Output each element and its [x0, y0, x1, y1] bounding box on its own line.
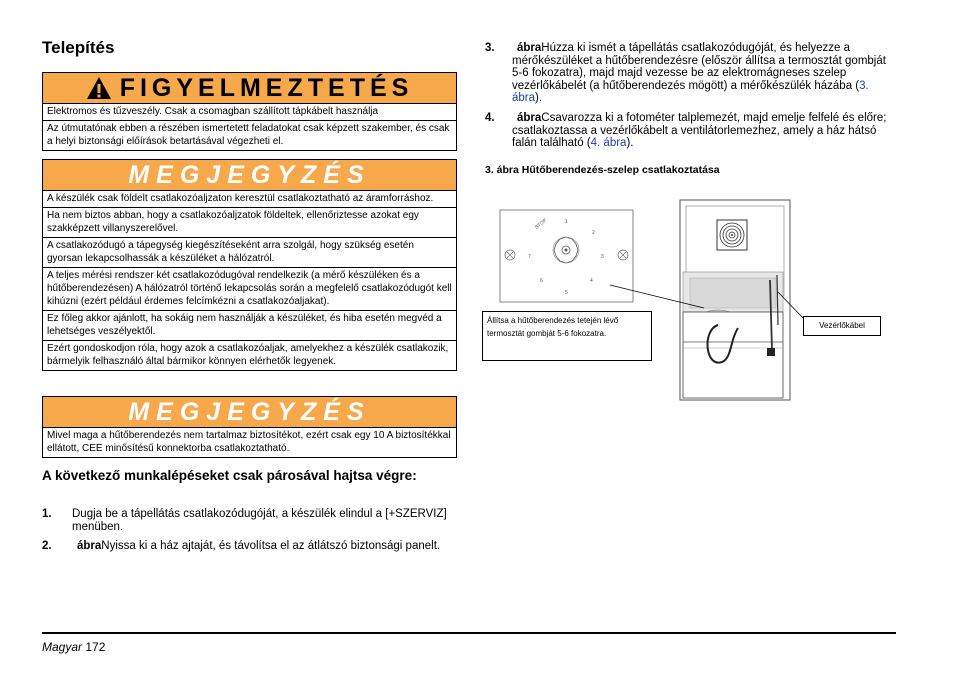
warning-row: Az útmutatónak ebben a részében ismertetett feladatokat csak képzett szakember, és csak a helyi biztonsági előírások betartásával végezheti el. [47, 123, 450, 147]
callout-control-cable: Vezérlőkábel [803, 316, 881, 336]
dial-label: 4 [590, 278, 593, 284]
figure-link[interactable]: 4. ábra [590, 137, 627, 149]
figure-ref: ábra [517, 42, 542, 54]
step-body-end: ). [535, 92, 543, 104]
figure-title: 3. ábra Hűtőberendezés-szelep csatlakoztatása [485, 164, 720, 176]
step-number: 3. [485, 42, 495, 54]
figure-link[interactable]: 3. ábra [512, 79, 869, 104]
note-row: Ha nem biztos abban, hogy a csatlakozóaljzatok földeltek, ellenőriztesse azokat egy szakképzett villanyszerelővel. [43, 208, 456, 238]
footer [42, 640, 105, 654]
step-body: Csavarozza ki a fotométer talplemezét, majd emelje felfelé és előre; csatlakoztassa a vezérlőkábelt a ventilátorlemezhez, amely a ház hátsó falán található ( [512, 112, 887, 149]
figure-ref: ábra [517, 112, 542, 124]
step-body: Húzza ki ismét a tápellátás csatlakozódugóját, és helyezze a mérőkészüléket a hűtőberendezésre (először állítsa a termosztát gombját 5-6 fokozatra), majd majd vezesse be az elektromágneses szelep vezérlőkábelét (a hűtőberendezés mögött) a mérőkészülék házába ( [512, 42, 886, 92]
section-title: Telepítés [42, 38, 115, 57]
note-title: MEGJEGYZÉS [128, 397, 371, 426]
dial-label: 3 [601, 254, 604, 260]
note-row: Ez főleg akkor ajánlott, ha sokáig nem használják a készüléket, és hiba esetén megvéd a lehetséges veszélyektől. [43, 311, 456, 341]
step-text [512, 112, 895, 150]
steps-heading: A következő munkalépéseket csak párosával hajtsa végre: [42, 468, 417, 483]
note-row: A csatlakozódugó a tápegység kiegészítéseként arra szolgál, hogy szükség esetén gyorsan lekapcsolhassák a készüléket a hálózatról. [43, 238, 456, 268]
dial-label: 1 [565, 219, 568, 225]
step-number: 4. [485, 112, 495, 124]
note-box-2 [42, 396, 457, 458]
step-body-end: ). [626, 137, 634, 149]
note-title: MEGJEGYZÉS [128, 160, 371, 189]
callout-thermostat: Állítsa a hűtőberendezés tetején lévő termosztát gombját 5-6 fokozatra. [482, 311, 652, 361]
page-number: 172 [85, 640, 106, 654]
note-box [42, 159, 457, 371]
step-4 [485, 112, 895, 154]
warning-row: Elektromos és tűzveszély. Csak a csomagban szállított tápkábelt használja [43, 104, 456, 121]
step-1 [42, 508, 462, 536]
footer-language: Magyar [42, 640, 83, 654]
step-3 [485, 42, 895, 108]
thermostat-panel [500, 210, 633, 302]
warning-icon [86, 76, 112, 100]
step-number: 2. [42, 540, 52, 552]
warning-title: FIGYELMEZTETÉS [119, 73, 414, 102]
step-number: 1. [42, 508, 52, 520]
step-text: Dugja be a tápellátás csatlakozódugóját, a készülék elindul a [+SZERVIZ] menüben. [72, 508, 447, 533]
cooler-housing [680, 200, 790, 400]
dial-label: STOP [533, 217, 549, 231]
warning-header [43, 73, 456, 104]
note-row: A teljes mérési rendszer két csatlakozódugóval rendelkezik (a mérő készüléken és a hűtőberendezésen) A hálózatról történő lekapcsolás során a megfelelő csatlakozódugót kell kihúzni (ezért például érdemes felcímkézni a csatlakozóaljakat). [43, 268, 456, 311]
dial-label: 7 [528, 254, 531, 260]
cooler-illustration [480, 190, 900, 405]
note-row: Mivel maga a hűtőberendezés nem tartalmaz biztosítékot, ezért csak egy 10 A biztosítékkal ellátott, CEE minősítésű konnektorba csatlakoztatható. [47, 430, 451, 454]
dial-label: 6 [540, 278, 543, 284]
dial-label: 5 [565, 290, 568, 296]
warning-box [42, 72, 457, 151]
step-2 [42, 540, 462, 568]
figure-ref: ábra [77, 540, 102, 552]
step-body: Nyissa ki a ház ajtaját, és távolítsa el az átlátszó biztonsági panelt. [101, 540, 441, 552]
step-text [72, 540, 462, 553]
step-text [512, 42, 895, 105]
note-header [43, 160, 456, 191]
dial-label: 2 [592, 230, 595, 236]
note-row: Ezért gondoskodjon róla, hogy azok a csatlakozóaljak, amelyekhez a készülék csatlakozik, bármelyik felhasználó által bármikor könnyen elérhetők legyenek. [47, 343, 449, 367]
note-row: A készülék csak földelt csatlakozóaljzaton keresztül csatlakoztatható az áramforráshoz. [43, 191, 456, 208]
note-header [43, 397, 456, 428]
footer-divider [42, 632, 896, 634]
